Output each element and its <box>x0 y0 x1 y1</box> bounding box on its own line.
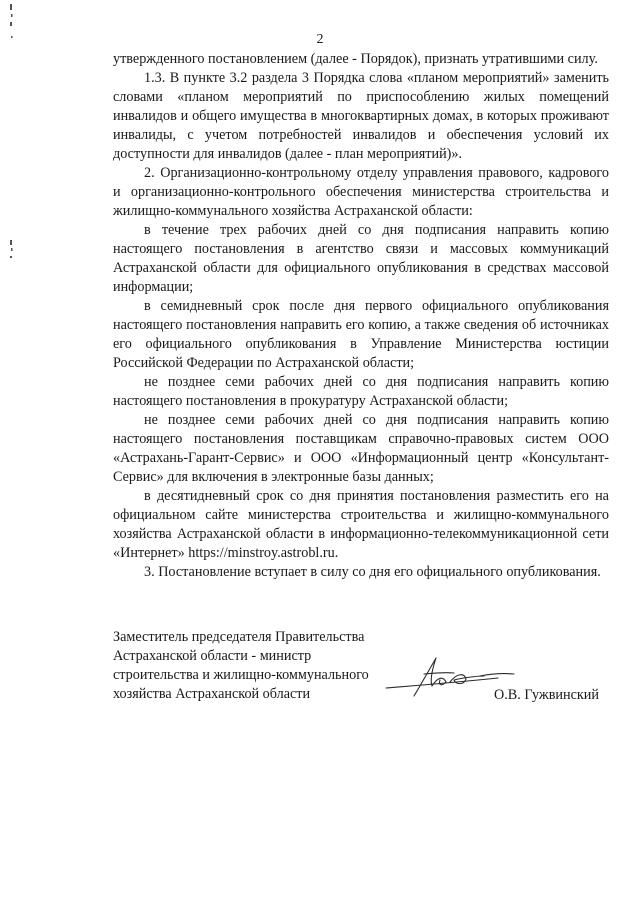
signatory-title-line: Астраханской области - министр <box>113 648 312 664</box>
list-item-legal-systems: не позднее семи рабочих дней со дня подписания направить копию настоящего постановления поставщикам справочно-правовых систем ООО «Астрахань-Гарант-Сервис» и ООО «Информационный центр «Консультант-Сервис» для включения в электронные базы данных; <box>113 412 609 485</box>
list-item-ministry-of-justice: в семидневный срок после дня первого официального опубликования настоящего постановления направить его копию, а также сведения об источниках его официального опубликования в Управление Министерства юстиции Российской Федерации по Астраханской области; <box>113 298 609 371</box>
paragraph-2: 2. Организационно-контрольному отделу управления правового, кадрового и организационно-контрольного обеспечения министерства строительства и жилищно-коммунального хозяйства Астраханской области: <box>113 165 609 219</box>
list-item-publication: в течение трех рабочих дней со дня подписания направить копию настоящего постановления в агентство связи и массовых коммуникаций Астраханской области для официального опубликования в средствах массовой информации; <box>113 222 609 295</box>
paragraph-continuation: утвержденного постановлением (далее - Порядок), признать утратившими силу. <box>113 51 598 67</box>
paragraph-3: 3. Постановление вступает в силу со дня его официального опубликования. <box>144 564 601 580</box>
signatory-title-line: хозяйства Астраханской области <box>113 686 311 702</box>
page-number: 2 <box>316 32 324 47</box>
document-body <box>113 50 609 582</box>
paragraph-1-3: 1.3. В пункте 3.2 раздела 3 Порядка слова «планом мероприятий» заменить словами «планом мероприятий по приспособлению жилых помещений инвалидов и общего имущества в многоквартирных домах, в которых проживают инвалиды, с учетом потребностей инвалидов и обеспечения условий их доступности для инвалидов (далее - план мероприятий)». <box>113 70 609 162</box>
list-item-prosecutor: не позднее семи рабочих дней со дня подписания направить копию настоящего постановления в прокуратуру Астраханской области; <box>113 374 609 409</box>
signatory-title-line: строительства и жилищно-коммунального <box>113 667 369 683</box>
signatory-title <box>113 628 369 704</box>
signer-name: О.В. Гужвинский <box>494 687 599 703</box>
signatory-title-line: Заместитель председателя Правительства <box>113 629 365 645</box>
list-item-website: в десятидневный срок со дня принятия постановления разместить его на официальном сайте министерства строительства и жилищно-коммунального хозяйства Астраханской области в информационно-телекоммуникационной сети «Интернет» https://minstroy.astrobl.ru. <box>113 488 609 561</box>
